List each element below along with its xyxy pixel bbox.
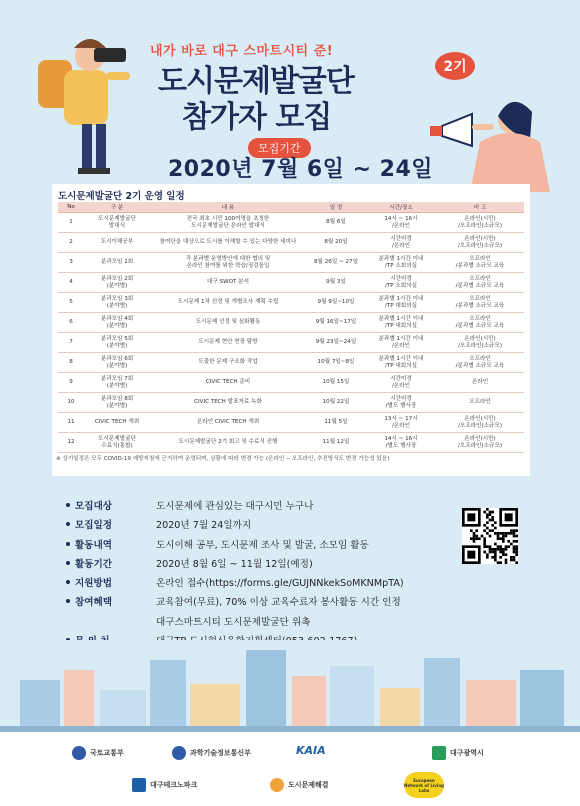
table-cell-note: 온라인(시민) /오프라인(소규모): [436, 213, 524, 233]
info-row: [66, 498, 516, 517]
info-row: [66, 614, 516, 633]
table-cell-date: 11월 12일: [306, 433, 366, 453]
bullet-icon: [66, 580, 70, 584]
cohort-badge: 2기: [435, 52, 475, 80]
info-row: [66, 556, 516, 575]
info-value: 대구스마트시티 도시문제발굴단 위촉: [156, 616, 311, 628]
tagline: 내가 바로 대구 스마트시티 준!: [150, 44, 334, 59]
column-header: 시간/장소: [366, 202, 436, 213]
table-cell-date: 11월 5일: [306, 413, 366, 433]
recruit-period: 2020년 7월 6일 ~ 24일: [168, 157, 434, 182]
column-header: 일 정: [306, 202, 366, 213]
table-row: [58, 373, 524, 393]
table-row: [58, 293, 524, 313]
table-cell-note: 오프라인 /분과별 소규모 교육: [436, 313, 524, 333]
table-cell-cat: CIVIC TECH 개최: [84, 413, 150, 433]
table-cell-note: 온라인(시민) /오프라인(소규모): [436, 433, 524, 453]
table-cell-date: 8월 20일: [306, 233, 366, 253]
table-cell-no: 8: [58, 353, 84, 373]
table-cell-cat: 분과모임 7회 (분야별): [84, 373, 150, 393]
table-cell-date: 10월 7일~8일: [306, 353, 366, 373]
table-cell-no: 10: [58, 393, 84, 413]
schedule-header-row: [58, 202, 524, 213]
urban-logo: [270, 778, 329, 792]
info-value[interactable]: 온라인 접수(https://forms.gle/GUJNNkekSoMKNMpTA): [156, 578, 404, 590]
table-cell-cat: 도시문제발굴단 수료식(통합): [84, 433, 150, 453]
table-cell-cat: 분과모임 2회 (분야별): [84, 273, 150, 293]
info-value: 도시문제에 관심있는 대구시민 누구나: [156, 501, 314, 512]
table-cell-content: 대구 SWOT 분석: [150, 273, 306, 293]
info-value: 2020년 7월 24일까지: [156, 520, 252, 532]
megaphone-person-illustration: [420, 82, 570, 192]
table-row: [58, 253, 524, 273]
dtp-emblem-icon: [132, 778, 146, 792]
info-label: 모집일정: [75, 520, 113, 532]
table-cell-note: 온라인(시민) /오프라인(소규모): [436, 333, 524, 353]
molit-emblem-icon: [72, 746, 86, 760]
table-cell-date: 9월 3일: [306, 273, 366, 293]
page-title-line2: 참가자 모집: [182, 100, 332, 135]
table-row: [58, 273, 524, 293]
table-cell-date: 8월 26일 ~ 27일: [306, 253, 366, 273]
table-cell-note: 오프라인 /분과별 소규모 교육: [436, 293, 524, 313]
msit-logo-text: 과학기술정보통신부: [190, 749, 251, 757]
table-cell-cat: 도시이해공부: [84, 233, 150, 253]
table-row: [58, 333, 524, 353]
molit-logo-text: 국토교통부: [90, 749, 124, 757]
schedule-title: 도시문제발굴단 2기 운영 일정: [58, 191, 185, 202]
table-row: [58, 233, 524, 253]
column-header: 내 용: [150, 202, 306, 213]
table-cell-no: 1: [58, 213, 84, 233]
daegu-emblem-icon: [432, 746, 446, 760]
info-label: 활동기간: [75, 558, 113, 570]
info-row: [66, 537, 516, 556]
bullet-icon: [66, 503, 70, 507]
table-row: [58, 433, 524, 453]
table-cell-note: 오프라인 /분과별 소규모 교육: [436, 253, 524, 273]
table-cell-content: 전국 최초 시민 100여명을 초청한 도시문제발굴단 온라인 발대식: [150, 213, 306, 233]
info-row: [66, 517, 516, 536]
table-row: [58, 353, 524, 373]
table-row: [58, 413, 524, 433]
column-header: 비 고: [436, 202, 524, 213]
binocular-person-illustration: [20, 20, 150, 185]
table-cell-time: 분과별 1시간 이내 /온라인: [366, 333, 436, 353]
bullet-icon: [66, 542, 70, 546]
enoll-logo: [404, 772, 444, 798]
table-cell-note: 오프라인: [436, 393, 524, 413]
info-label: 활동내역: [75, 539, 113, 551]
table-cell-date: 9월 16일~17일: [306, 313, 366, 333]
table-cell-content: 참여단을 대상으로 도시를 이해할 수 있는 다양한 세미나: [150, 233, 306, 253]
daegu-logo-text: 대구광역시: [450, 749, 484, 757]
info-row: [66, 594, 516, 613]
table-cell-no: 11: [58, 413, 84, 433]
table-cell-cat: 분과모임 1회: [84, 253, 150, 273]
info-value: 교육참여(무료), 70% 이상 교육수료자 봉사활동 시간 인정: [156, 597, 401, 609]
footer-logos: [0, 732, 580, 806]
table-cell-no: 5: [58, 293, 84, 313]
daegu-logo: [432, 746, 484, 760]
table-cell-no: 6: [58, 313, 84, 333]
page-title-line1: 도시문제발굴단: [158, 64, 354, 99]
info-value: 2020년 8월 6일 ~ 11월 12일(예정): [156, 558, 313, 570]
table-cell-date: 9월 9일~10일: [306, 293, 366, 313]
table-cell-time: 분과별 1시간 이내 /TP 대회의실: [366, 313, 436, 333]
table-cell-no: 4: [58, 273, 84, 293]
table-cell-note: 온라인: [436, 373, 524, 393]
table-cell-content: 온라인 CIVIC TECH 개최: [150, 413, 306, 433]
city-skyline-illustration: [0, 640, 580, 732]
bullet-icon: [66, 599, 70, 603]
dtp-logo: [132, 778, 197, 792]
table-cell-no: 12: [58, 433, 84, 453]
molit-logo: [72, 746, 124, 760]
table-cell-time: 시간미정 /별도 행사장: [366, 393, 436, 413]
table-cell-note: 오프라인 /분과별 소규모 교육: [436, 273, 524, 293]
table-cell-no: 2: [58, 233, 84, 253]
table-cell-note: 온라인(시민) /오프라인(소규모): [436, 233, 524, 253]
table-cell-content: 도시문제 선정 및 심화활동: [150, 313, 306, 333]
urban-logo-text: 도시문제해결: [288, 781, 329, 789]
table-cell-cat: 분과모임 6회 (분야별): [84, 353, 150, 373]
table-row: [58, 213, 524, 233]
msit-logo: [172, 746, 251, 760]
recruit-info-list: [66, 498, 516, 652]
table-cell-no: 9: [58, 373, 84, 393]
schedule-note: ※ 상기일정은 모두 COVID-19 예방지침에 근거하여 운영되며, 상황에 따라 변경 가능 (온라인 -- 오프라인, 추진방식도 변경 가능성 있음): [56, 456, 390, 462]
table-cell-cat: 분과모임 4회 (분야별): [84, 313, 150, 333]
table-cell-time: 14시 ~ 16시 /온라인: [366, 213, 436, 233]
table-cell-date: 10월 22일: [306, 393, 366, 413]
table-cell-note: 오프라인 /분과별 소규모 교육: [436, 353, 524, 373]
table-cell-content: 각 분과별 운영방안에 대한 협의 및 온라인 참여를 위한 학습/징검돌입: [150, 253, 306, 273]
msit-emblem-icon: [172, 746, 186, 760]
table-cell-cat: 분과모임 3회 (분야별): [84, 293, 150, 313]
table-cell-content: 도출한 문제 구조화 작업: [150, 353, 306, 373]
table-cell-no: 7: [58, 333, 84, 353]
schedule-table: [58, 202, 524, 453]
info-row: [66, 575, 516, 594]
table-cell-time: 분과별 1시간 이내 /TP 소회의실: [366, 253, 436, 273]
table-cell-time: 분과별 1시간 이내 /TP 대회의실: [366, 293, 436, 313]
urban-emblem-icon: [270, 778, 284, 792]
enoll-logo-text: European Network of Living Labs: [404, 777, 444, 793]
table-cell-note: 온라인(시민) /오프라인(소규모): [436, 413, 524, 433]
table-cell-cat: 분과모임 8회 (분야별): [84, 393, 150, 413]
table-cell-content: 도시문제발굴단 2기 회고 및 수료식 진행: [150, 433, 306, 453]
table-cell-date: 10월 15일: [306, 373, 366, 393]
bullet-icon: [66, 522, 70, 526]
table-cell-content: 도시문제 현안 현장 탐방: [150, 333, 306, 353]
table-cell-time: 시간미정 /온라인: [366, 373, 436, 393]
table-row: [58, 313, 524, 333]
info-value: 도시이해 공부, 도시문제 조사 및 발굴, 소모임 활동: [156, 539, 369, 551]
table-cell-time: 분과별 1시간 이내 /TP 대회의실: [366, 353, 436, 373]
kaia-logo-text: KAIA: [296, 744, 326, 757]
table-cell-content: CIVIC TECH 발표자료 녹화: [150, 393, 306, 413]
table-cell-cat: 분과모임 5회 (분야별): [84, 333, 150, 353]
info-label: 지원방법: [75, 578, 113, 590]
column-header: 구 분: [84, 202, 150, 213]
qr-code[interactable]: [462, 508, 518, 564]
table-cell-content: 도시문제 1차 선정 및 개별조사 계획 수립: [150, 293, 306, 313]
schedule-card: [52, 184, 530, 476]
table-cell-content: CIVIC TECH 준비: [150, 373, 306, 393]
period-tag: 모집기간: [248, 138, 311, 158]
table-cell-time: 14시 ~ 16시 /별도 행사장: [366, 433, 436, 453]
dtp-logo-text: 대구테크노파크: [150, 781, 198, 789]
table-row: [58, 393, 524, 413]
info-label: 모집대상: [75, 501, 113, 512]
table-cell-time: 시간미정 /온라인: [366, 233, 436, 253]
table-cell-date: 8월 6일: [306, 213, 366, 233]
table-cell-date: 9월 23일~24일: [306, 333, 366, 353]
table-cell-time: 시간미정 /TP 소회의실: [366, 273, 436, 293]
bullet-icon: [66, 561, 70, 565]
table-cell-no: 3: [58, 253, 84, 273]
kaia-logo: [296, 744, 326, 757]
table-cell-cat: 도시문제발굴단 발대식: [84, 213, 150, 233]
table-cell-time: 13시 ~ 17시 /온라인: [366, 413, 436, 433]
info-label: 참여혜택: [75, 597, 113, 609]
column-header: No: [58, 202, 84, 213]
